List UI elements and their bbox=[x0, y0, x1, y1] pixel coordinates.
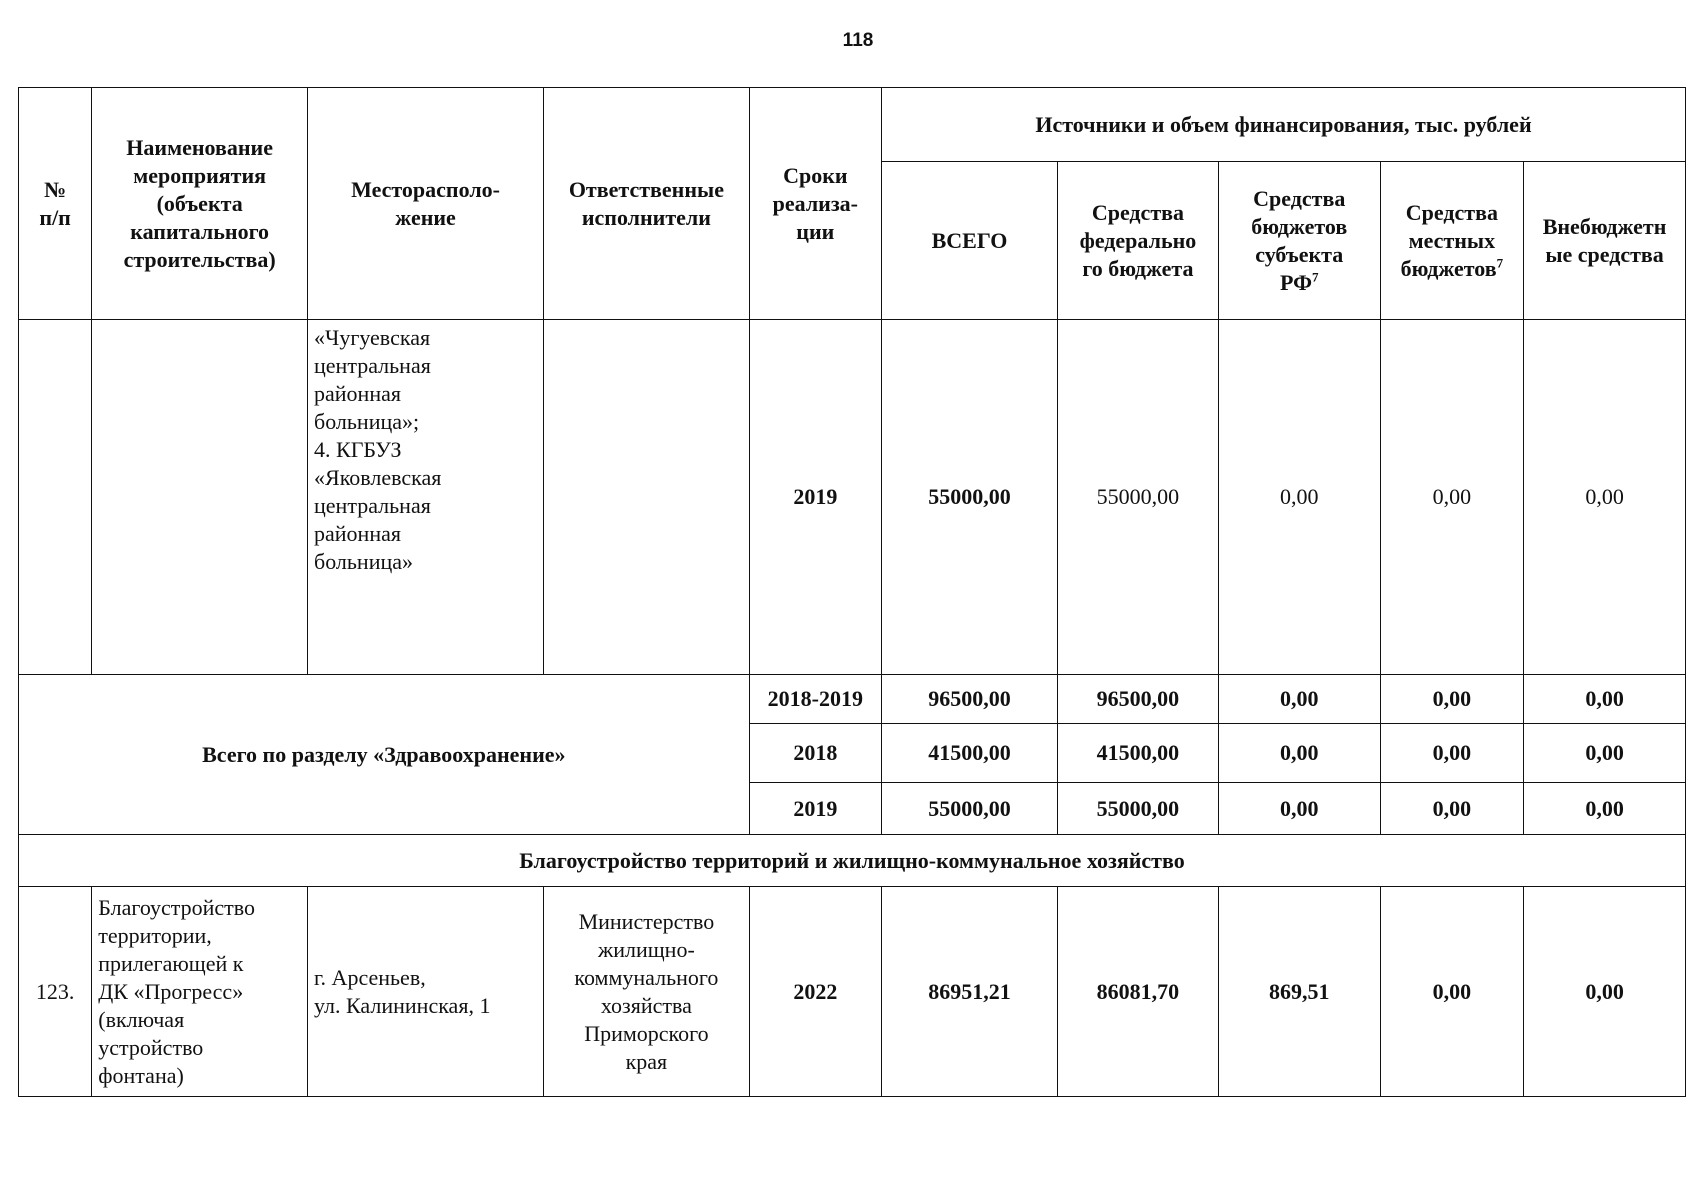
cell-name bbox=[92, 320, 308, 675]
summary-subject: 0,00 bbox=[1218, 675, 1380, 724]
summary-year: 2019 bbox=[749, 783, 881, 835]
header-num: № п/п bbox=[19, 88, 92, 320]
cell-federal: 86081,70 bbox=[1058, 887, 1219, 1097]
header-extra: Внебюджетн ые средства bbox=[1524, 162, 1686, 320]
cell-year: 2022 bbox=[749, 887, 881, 1097]
summary-local: 0,00 bbox=[1380, 675, 1523, 724]
cell-federal: 55000,00 bbox=[1058, 320, 1219, 675]
summary-subject: 0,00 bbox=[1218, 783, 1380, 835]
summary-year: 2018-2019 bbox=[749, 675, 881, 724]
page-number: 118 bbox=[842, 30, 874, 51]
cell-total: 55000,00 bbox=[881, 320, 1057, 675]
summary-federal: 96500,00 bbox=[1058, 675, 1219, 724]
summary-local: 0,00 bbox=[1380, 783, 1523, 835]
cell-subject: 0,00 bbox=[1218, 320, 1380, 675]
cell-executors bbox=[544, 320, 750, 675]
header-location: Месторасполо- жение bbox=[308, 88, 544, 320]
header-terms: Сроки реализа- ции bbox=[749, 88, 881, 320]
header-subject: Средства бюджетов субъекта $РФ^7$ bbox=[1218, 162, 1380, 320]
cell-total: 86951,21 bbox=[881, 887, 1057, 1097]
cell-location: г. Арсеньев, ул. Калининская, 1 bbox=[308, 887, 544, 1097]
header-executors: Ответственные исполнители bbox=[544, 88, 750, 320]
summary-row bbox=[19, 675, 1686, 724]
summary-year: 2018 bbox=[749, 724, 881, 783]
summary-total: 96500,00 bbox=[881, 675, 1057, 724]
summary-extra: 0,00 bbox=[1524, 783, 1686, 835]
financing-table bbox=[18, 87, 1686, 1097]
summary-total: 41500,00 bbox=[881, 724, 1057, 783]
cell-subject: 869,51 bbox=[1218, 887, 1380, 1097]
cell-extra: 0,00 bbox=[1524, 320, 1686, 675]
summary-label: Всего по разделу «Здравоохранение» bbox=[19, 675, 750, 835]
cell-executors: Министерство жилищно- коммунального хозяйства Приморского края bbox=[544, 887, 750, 1097]
section-title: Благоустройство территорий и жилищно-коммунальное хозяйство bbox=[19, 835, 1686, 887]
table-row bbox=[19, 887, 1686, 1097]
summary-federal: 41500,00 bbox=[1058, 724, 1219, 783]
summary-extra: 0,00 bbox=[1524, 724, 1686, 783]
cell-extra: 0,00 bbox=[1524, 887, 1686, 1097]
cell-year: 2019 bbox=[749, 320, 881, 675]
summary-local: 0,00 bbox=[1380, 724, 1523, 783]
summary-subject: 0,00 bbox=[1218, 724, 1380, 783]
header-name: Наименование мероприятия (объекта капитального строительства) bbox=[92, 88, 308, 320]
summary-total: 55000,00 bbox=[881, 783, 1057, 835]
header-sources: Источники и объем финансирования, тыс. рублей bbox=[881, 88, 1685, 162]
cell-name: Благоустройство территории, прилегающей к ДК «Прогресс» (включая устройство фонтана) bbox=[92, 887, 308, 1097]
header-local: Средства местных бюджетов$^7$ bbox=[1380, 162, 1523, 320]
header-total: ВСЕГО bbox=[881, 162, 1057, 320]
cell-local: 0,00 bbox=[1380, 887, 1523, 1097]
table-row bbox=[19, 320, 1686, 675]
cell-location: «Чугуевская центральная районная больница»; 4. КГБУЗ «Яковлевская центральная районная больница» bbox=[308, 320, 544, 675]
cell-local: 0,00 bbox=[1380, 320, 1523, 675]
summary-federal: 55000,00 bbox=[1058, 783, 1219, 835]
header-federal: Средства федерально го бюджета bbox=[1058, 162, 1219, 320]
cell-num: 123. bbox=[19, 887, 92, 1097]
cell-num bbox=[19, 320, 92, 675]
summary-extra: 0,00 bbox=[1524, 675, 1686, 724]
